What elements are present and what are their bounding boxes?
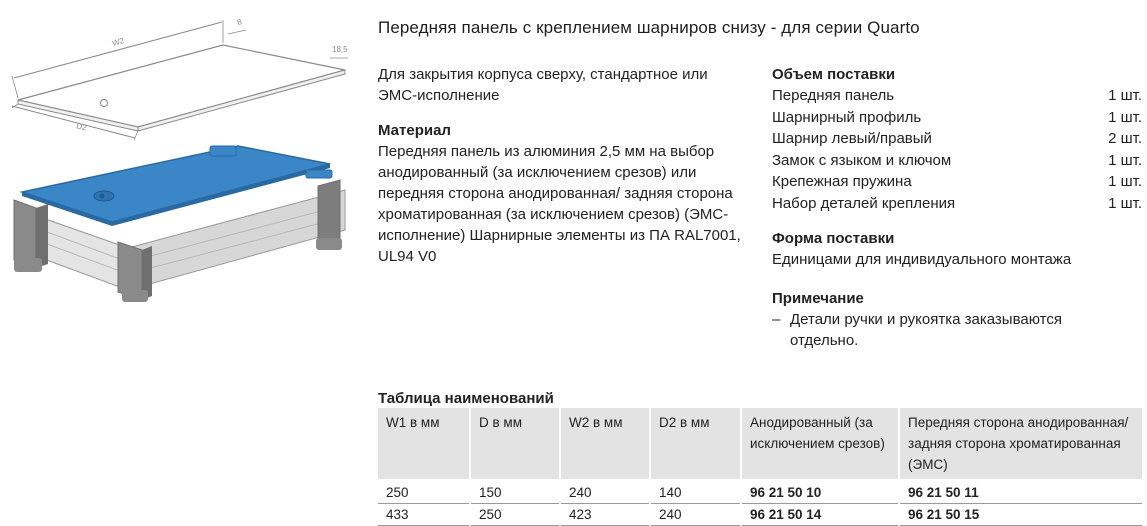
header-anodized: Анодированный (за исключением срезов) — [741, 408, 899, 479]
scope-item — [772, 85, 1142, 107]
scope-item-name: Шарнир левый/правый — [772, 130, 932, 147]
cell-w2: 423 — [560, 504, 650, 526]
scope-item-qty: 2 шт. — [1108, 130, 1142, 147]
note-section — [772, 288, 1142, 351]
cell-w1: 250 — [378, 479, 470, 504]
scope-item — [772, 128, 1142, 150]
table-row — [378, 504, 1142, 526]
header-d2: D2 в мм — [650, 408, 741, 479]
dimension-drawing — [12, 17, 348, 140]
table-row — [378, 479, 1142, 504]
enclosure-illustration — [14, 146, 345, 302]
header-w2: W2 в мм — [560, 408, 650, 479]
scope-item-qty: 1 шт. — [1108, 108, 1142, 126]
cell-anodized-code: 96 21 50 10 — [741, 479, 899, 504]
scope-item — [772, 107, 1142, 129]
description: Для закрытия корпуса сверху, стандартное или ЭМС-исполнение — [378, 66, 708, 104]
cell-emc-code: 96 21 50 11 — [899, 479, 1142, 504]
cell-d2: 240 — [650, 504, 741, 526]
material-text: Передняя панель из алюминия 2,5 мм на выбор анодированный (за исключением срезов) или передняя сторона анодированная/ задняя сторона хроматированная (за исключением срезов) (ЭМС-исполнение) Шарнирные элементы из ПА RAL7001, UL94 V0 — [378, 143, 741, 265]
dim-w2-label: W2 — [111, 36, 126, 48]
product-illustration — [0, 0, 360, 320]
material-section — [378, 120, 758, 267]
note-text: Детали ручки и рукоятка заказываются отдельно. — [790, 311, 1062, 349]
cell-anodized-code: 96 21 50 14 — [741, 504, 899, 526]
scope-item-name: Шарнирный профиль — [772, 108, 922, 126]
scope-section — [772, 64, 1142, 214]
scope-item — [772, 171, 1142, 193]
table-title: Таблица наименований — [378, 390, 554, 407]
scope-item-name: Набор деталей крепления — [772, 194, 956, 212]
dim-d2-label: D2 — [75, 121, 88, 133]
header-w1: W1 в мм — [378, 408, 470, 479]
cell-w2: 240 — [560, 479, 650, 504]
delivery-text: Единицами для индивидуального монтажа — [772, 251, 1072, 268]
page-title: Передняя панель с креплением шарниров снизу - для серии Quarto — [378, 18, 920, 37]
scope-list — [772, 85, 1142, 214]
note-item — [772, 309, 1142, 351]
note-heading: Примечание — [772, 290, 864, 307]
scope-item-name: Замок с языком и ключом — [772, 151, 952, 169]
cell-d: 150 — [470, 479, 560, 504]
cell-w1: 433 — [378, 504, 470, 526]
dim-18-5-label: 18,5 — [332, 45, 348, 54]
scope-item-name: Крепежная пружина — [772, 173, 912, 190]
cell-d: 250 — [470, 504, 560, 526]
scope-item-qty: 1 шт. — [1108, 151, 1142, 169]
dim-8-label: 8 — [236, 17, 243, 27]
material-heading: Материал — [378, 122, 451, 139]
scope-heading: Объем поставки — [772, 66, 896, 83]
names-table — [378, 408, 1142, 526]
scope-item-qty: 1 шт. — [1108, 194, 1142, 212]
scope-item-qty: 1 шт. — [1108, 87, 1142, 104]
note-dash: – — [772, 311, 781, 328]
scope-item — [772, 150, 1142, 172]
scope-item — [772, 193, 1142, 215]
table-header-row — [378, 408, 1142, 479]
scope-item-name: Передняя панель — [772, 87, 895, 104]
delivery-section — [772, 228, 1142, 270]
header-d: D в мм — [470, 408, 560, 479]
header-emc: Передняя сторона анодированная/задняя сторона хроматированная (ЭМС) — [899, 408, 1142, 479]
delivery-heading: Форма поставки — [772, 230, 895, 247]
scope-item-qty: 1 шт. — [1108, 173, 1142, 190]
cell-d2: 140 — [650, 479, 741, 504]
cell-emc-code: 96 21 50 15 — [899, 504, 1142, 526]
